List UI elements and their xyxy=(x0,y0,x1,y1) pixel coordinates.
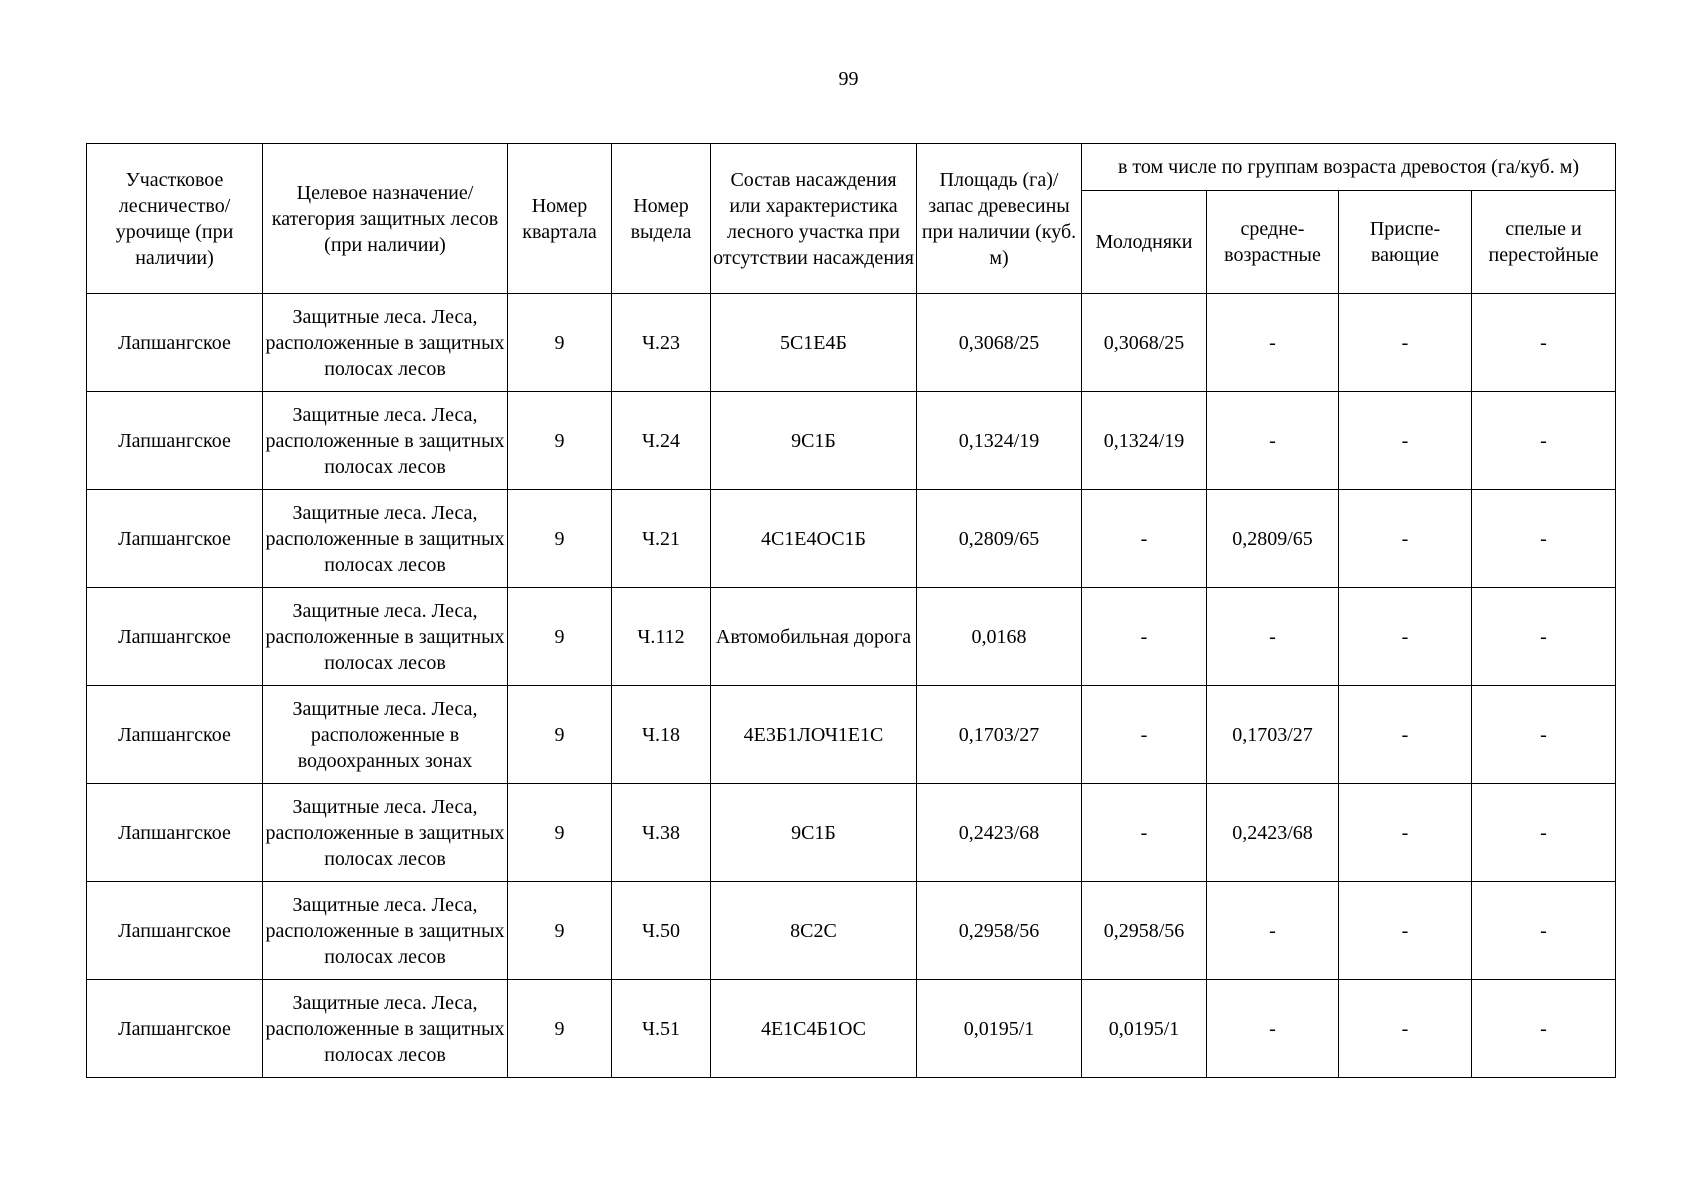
cell-young: - xyxy=(1082,784,1207,882)
header-allotment: Номер выдела xyxy=(612,144,711,294)
table-body xyxy=(87,294,1616,1078)
cell-forestry: Лапшангское xyxy=(87,588,263,686)
cell-maturing: - xyxy=(1339,490,1472,588)
cell-quarter: 9 xyxy=(508,980,612,1078)
table-header xyxy=(87,144,1616,294)
cell-purpose: Защитные леса. Леса, расположенные в защитных полосах лесов xyxy=(263,588,508,686)
cell-purpose: Защитные леса. Леса, расположенные в защитных полосах лесов xyxy=(263,882,508,980)
page-number: 99 xyxy=(838,68,859,90)
cell-area: 0,0168 xyxy=(917,588,1082,686)
cell-area: 0,0195/1 xyxy=(917,980,1082,1078)
cell-maturing: - xyxy=(1339,294,1472,392)
cell-allotment: Ч.24 xyxy=(612,392,711,490)
cell-young: 0,3068/25 xyxy=(1082,294,1207,392)
cell-middle-aged: - xyxy=(1207,882,1339,980)
header-purpose: Целевое назначение/ категория защитных лесов (при наличии) xyxy=(263,144,508,294)
table-row xyxy=(87,882,1616,980)
cell-quarter: 9 xyxy=(508,882,612,980)
cell-maturing: - xyxy=(1339,392,1472,490)
table-row xyxy=(87,392,1616,490)
cell-composition: Автомобильная дорога xyxy=(711,588,917,686)
cell-composition: 4Е3Б1ЛОЧ1Е1С xyxy=(711,686,917,784)
cell-composition: 4Е1С4Б1ОС xyxy=(711,980,917,1078)
header-middle-aged: средне-возрастные xyxy=(1207,191,1339,294)
cell-mature: - xyxy=(1472,588,1616,686)
cell-allotment: Ч.23 xyxy=(612,294,711,392)
cell-area: 0,3068/25 xyxy=(917,294,1082,392)
header-maturing: Приспе-вающие xyxy=(1339,191,1472,294)
cell-middle-aged: 0,2423/68 xyxy=(1207,784,1339,882)
header-forestry: Участковое лесничество/ урочище (при наличии) xyxy=(87,144,263,294)
cell-quarter: 9 xyxy=(508,784,612,882)
cell-maturing: - xyxy=(1339,784,1472,882)
cell-purpose: Защитные леса. Леса, расположенные в защитных полосах лесов xyxy=(263,490,508,588)
cell-area: 0,2958/56 xyxy=(917,882,1082,980)
cell-middle-aged: - xyxy=(1207,588,1339,686)
cell-purpose: Защитные леса. Леса, расположенные в защитных полосах лесов xyxy=(263,392,508,490)
header-mature: спелые и перестойные xyxy=(1472,191,1616,294)
cell-quarter: 9 xyxy=(508,686,612,784)
cell-middle-aged: 0,2809/65 xyxy=(1207,490,1339,588)
cell-allotment: Ч.112 xyxy=(612,588,711,686)
cell-quarter: 9 xyxy=(508,588,612,686)
cell-purpose: Защитные леса. Леса, расположенные в защитных полосах лесов xyxy=(263,980,508,1078)
cell-quarter: 9 xyxy=(508,490,612,588)
cell-forestry: Лапшангское xyxy=(87,882,263,980)
cell-young: - xyxy=(1082,490,1207,588)
cell-middle-aged: - xyxy=(1207,294,1339,392)
cell-allotment: Ч.18 xyxy=(612,686,711,784)
cell-purpose: Защитные леса. Леса, расположенные в защитных полосах лесов xyxy=(263,784,508,882)
cell-young: - xyxy=(1082,588,1207,686)
cell-area: 0,1703/27 xyxy=(917,686,1082,784)
cell-composition: 9С1Б xyxy=(711,392,917,490)
cell-purpose: Защитные леса. Леса, расположенные в защитных полосах лесов xyxy=(263,294,508,392)
cell-mature: - xyxy=(1472,882,1616,980)
cell-allotment: Ч.50 xyxy=(612,882,711,980)
cell-maturing: - xyxy=(1339,980,1472,1078)
cell-composition: 4С1Е4ОС1Б xyxy=(711,490,917,588)
cell-mature: - xyxy=(1472,490,1616,588)
table-row xyxy=(87,784,1616,882)
table-row xyxy=(87,686,1616,784)
cell-composition: 8С2С xyxy=(711,882,917,980)
header-age-groups: в том числе по группам возраста древостоя (га/куб. м) xyxy=(1082,144,1616,191)
cell-young: - xyxy=(1082,686,1207,784)
table-row xyxy=(87,588,1616,686)
cell-area: 0,2423/68 xyxy=(917,784,1082,882)
cell-forestry: Лапшангское xyxy=(87,784,263,882)
cell-maturing: - xyxy=(1339,882,1472,980)
header-composition: Состав насаждения или характеристика лесного участка при отсутствии насаждения xyxy=(711,144,917,294)
cell-purpose: Защитные леса. Леса, расположенные в водоохранных зонах xyxy=(263,686,508,784)
cell-young: 0,1324/19 xyxy=(1082,392,1207,490)
cell-mature: - xyxy=(1472,686,1616,784)
cell-mature: - xyxy=(1472,980,1616,1078)
cell-maturing: - xyxy=(1339,588,1472,686)
cell-allotment: Ч.38 xyxy=(612,784,711,882)
cell-composition: 5С1Е4Б xyxy=(711,294,917,392)
header-quarter: Номер квартала xyxy=(508,144,612,294)
cell-young: 0,2958/56 xyxy=(1082,882,1207,980)
cell-forestry: Лапшангское xyxy=(87,392,263,490)
table-row xyxy=(87,980,1616,1078)
cell-composition: 9С1Б xyxy=(711,784,917,882)
cell-mature: - xyxy=(1472,784,1616,882)
cell-middle-aged: 0,1703/27 xyxy=(1207,686,1339,784)
cell-allotment: Ч.51 xyxy=(612,980,711,1078)
cell-middle-aged: - xyxy=(1207,980,1339,1078)
cell-area: 0,2809/65 xyxy=(917,490,1082,588)
forest-plots-table xyxy=(86,143,1616,1078)
cell-area: 0,1324/19 xyxy=(917,392,1082,490)
header-row xyxy=(87,144,1616,191)
cell-mature: - xyxy=(1472,294,1616,392)
cell-young: 0,0195/1 xyxy=(1082,980,1207,1078)
cell-maturing: - xyxy=(1339,686,1472,784)
table-row xyxy=(87,294,1616,392)
cell-quarter: 9 xyxy=(508,294,612,392)
cell-middle-aged: - xyxy=(1207,392,1339,490)
table-row xyxy=(87,490,1616,588)
header-young: Молодняки xyxy=(1082,191,1207,294)
cell-forestry: Лапшангское xyxy=(87,686,263,784)
cell-allotment: Ч.21 xyxy=(612,490,711,588)
cell-quarter: 9 xyxy=(508,392,612,490)
cell-forestry: Лапшангское xyxy=(87,490,263,588)
cell-mature: - xyxy=(1472,392,1616,490)
cell-forestry: Лапшангское xyxy=(87,980,263,1078)
cell-forestry: Лапшангское xyxy=(87,294,263,392)
header-area: Площадь (га)/ запас древесины при наличии (куб. м) xyxy=(917,144,1082,294)
